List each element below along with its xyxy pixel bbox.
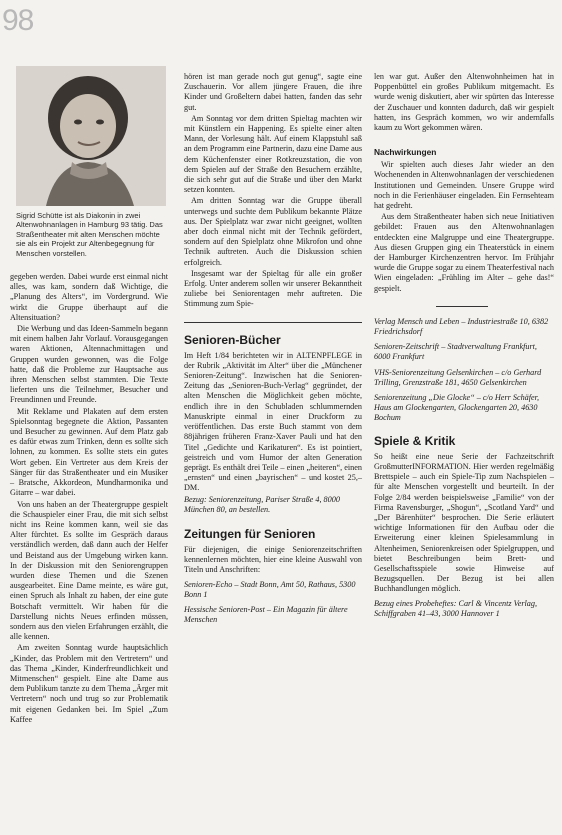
newspaper-entry: Hessische Senioren-Post – Ein Magazin für ältere Menschen bbox=[184, 604, 348, 625]
short-divider bbox=[436, 306, 488, 307]
newspaper-entry: Senioren-Zeitschrift – Stadtverwaltung Frankfurt, 6000 Frankfurt bbox=[374, 342, 537, 362]
body-paragraph: Mit Reklame und Plakaten auf dem ersten Spielsonntag begegnete die Aktion, Passanten und Besucher zu gewinnen. Auf dem Platz gab es dafür etwas zum Trinken, denn es sollte sich lohnen, zu kommen. Es sollte stets ein gutes Wort geben. Ein Vertreter aus dem Kreis der Sänger für das Straßentheater und ein Musiker – Bratsche, Akkordeon, Mundharmonika und Gitarre – war dabei. bbox=[10, 406, 168, 498]
photo-caption: Sigrid Schütte ist als Diakonin in zwei Altenwohnanlagen in Hamburg 93 tätig. Das Straßentheater mit alten Menschen möchte sie als ein Projekt zur Altenbegegnung für Menschen vorstellen. bbox=[16, 211, 163, 258]
section-title-zeitungen: Zeitungen für Senioren bbox=[184, 526, 316, 541]
body-paragraph: Aus dem Straßentheater haben sich neue Initiativen gebildet: Frauen aus den Altenwohnanlagen entdeckten eine Malgruppe und eine Theatergruppe. Aus diesen Gruppen ging ein Theaterstück in einem der Hamburger Kirchenzentren hervor. Im Frühjahr wurde die Gruppe sogar zu einem Theaterfestival nach Wien eingeladen: „Frühling im Alter – gehe das!“ gespielt. bbox=[374, 212, 554, 293]
order-address: Bezug eines Probeheftes: Carl & Vincentz Verlag, Schiffgraben 41–43, 3000 Hannover 1 bbox=[374, 598, 538, 618]
body-paragraph: Für diejenigen, die einige Seniorenzeitschriften kennenlernen möchten, hier eine kleine Auswahl von Titeln und Anschriften: bbox=[184, 544, 362, 575]
body-paragraph: Am Sonntag vor dem dritten Spieltag machten wir mit Künstlern ein Happening. Es spielte einer alten Mann, der Vorlesung hält. Auf einem Klappstuhl saß an dem Programm eine Partnerin, dazu eine Dame aus dem Küchenfenster einer Rotkreuzstation, die von dem Spielen auf der Straße den Besuchern erzählte, die sich sehr gut auf die Straße und über den Markt setzen konnten. bbox=[184, 113, 363, 195]
body-paragraph: Von uns haben an der Theatergruppe gespielt die Schauspieler einer Frau, die mit sich selbst nicht ins Reine kommen kann, weil sie das Alter fürchtet. Es sollte im Gespräch daraus verständlich werden, daß dann auch der Helfer und Beistand aus der Umgebung wirken kann. In der Diskussion mit den Seniorengruppen wurden diese Themen und die Szenen ausgearbeitet. Eine Dame meinte, es wäre gut, einen Spruch als Inhalt zu haben, der eine gute Botschaft vermittelt. Wir haben für die Darstellung nichts Neues erfinden müssen, sondern aus den vielen Erfahrungen erzählt, die alle kennen. bbox=[10, 499, 168, 642]
body-paragraph: Wir spielten auch dieses Jahr wieder an den Wochenenden in Altenwohnanlagen der verschiedenen Institutionen und Gemeinden. Unsere Gruppe wird noch in die Ferienhäuser eingeladen. Ein Fernsehteam hat gedreht. bbox=[374, 160, 554, 211]
newspaper-entry: Seniorenzeitung „Die Glocke“ – c/o Herr Schäfer, Haus am Glockengarten, Glockengarten 20, 4630 Bochum bbox=[374, 393, 540, 423]
newspaper-entry: Senioren-Echo – Stadt Bonn, Amt 50, Rathaus, 5300 Bonn 1 bbox=[184, 579, 356, 599]
body-paragraph: Insgesamt war der Spieltag für alle ein großer Erfolg. Unter anderem sollen wir unserer Bekanntheit zuliebe bei Seniorentagen mehr auftreten. Die Stimmung zum Spie- bbox=[184, 268, 362, 309]
body-paragraph: gegeben werden. Dabei wurde erst einmal nicht alles, was kam, sondern daß Wichtige, die „Planung des Alters“, im Vordergrund. Wie wirkt die Gruppe überhaupt auf die Altensituation? bbox=[10, 272, 168, 322]
column-right bbox=[374, 72, 554, 624]
body-paragraph: Im Heft 1/84 berichteten wir in ALTENPFLEGE in der Rubrik „Aktivität im Alter“ über die „Münchener Senioren-Zeitung“. Inzwischen hat die Senioren-Zeitung das „Senioren-Buch-Verlag“ gegründet, der alten Menschen die Möglichkeit geben möchte, endlich ihre in den Schubladen schlummernden Manuskripte einmal in einer Druckform zu veröffentlichen. Das erste Buch stammt von dem 88jährigen früheren Franz-Xaver Pauli und hat den Titel „Gedichte und Karikaturen“. Es ist pointiert, geistreich und vom Humor der alten Generation geprägt. Es enthält drei Teile – einen „heiteren“, einen „ernsten“ und einen „bayrischen“ – und kostet 25,– DM. bbox=[184, 350, 362, 493]
portrait-photo bbox=[16, 66, 166, 206]
newspaper-entry: VHS-Seniorenzeitung Gelsenkirchen – c/o Gerhard Trilling, Grenzstraße 181, 4650 Gelsenkirchen bbox=[374, 367, 542, 387]
column-middle bbox=[184, 72, 362, 630]
section-divider bbox=[184, 322, 362, 323]
body-paragraph: Die Werbung und das Ideen-Sammeln begann mit einem halben Jahr Vorlauf. Vorausgegangen waren Aktionen, Altennachmittagen und Gruppen wurden gewonnen, was die Folge hatte, daß die Probleme zur Hauptsache aus ihren Menschen selbst stammten. Die Texte lieferten uns die Teilnehmer, Besucher und Freundinnen und Freunde. bbox=[10, 324, 168, 405]
order-address: Bezug: Seniorenzeitung, Pariser Straße 4, 8000 München 80, an bestellen. bbox=[184, 494, 340, 514]
section-title-senioren-buecher: Senioren-Bücher bbox=[184, 332, 281, 347]
body-paragraph: hören ist man gerade noch gut genug“, sagte eine Zuschauerin. Vor allem jüngere Frauen, die ihre Kinder und Großeltern dabei hatten, fanden das sehr gut. bbox=[184, 72, 362, 112]
body-paragraph: len war gut. Außer den Altenwohnheimen hat in Poppenbüttel ein großes Publikum mitgemacht. Es wurde wenig diskutiert, aber wir spürten das Interesse der Zuschauer und konnten dadurch, daß wir gespielt hatten, ins Gespräch kommen, wo wir andernfalls kaum zu Wort gekommen wären. bbox=[374, 72, 554, 133]
newspaper-entry: Verlag Mensch und Leben – Industriestraße 10, 6382 Friedrichsdorf bbox=[374, 316, 549, 337]
subheading-nachwirkungen: Nachwirkungen bbox=[374, 147, 437, 158]
body-paragraph: Am zweiten Sonntag wurde hauptsächlich „Kinder, das Problem mit den Vertretern“ und das Thema „Kinder, Kinderfreundlichkeit und Mitmenschen“ gespielt. Eine alte Dame aus dem Publikum tanzte zu dem Thema „Ärger mit Vertretern“ noch und trug so zur Problematik mit eigenen Gedanken bei. Im Spiel „Zum Kaffee bbox=[10, 643, 168, 724]
portrait-image bbox=[16, 66, 166, 206]
column-left bbox=[10, 66, 168, 726]
page-number: 98 bbox=[2, 4, 34, 37]
body-paragraph: So heißt eine neue Serie der Fachzeitschrift GroßmutterINFORMATION. Hier werden regelmäßig Brettspiele – auch ein Spiele-Tip zum Nachspielen – für alte Menschen vorgestellt und beurteilt. In der Folge 2/84 werden beispielsweise „Familie“ von der Firma Ravensburger, „Shogun“, „Scotland Yard“ und „Der Bärenhüter“ besprochen. Die Serie erläutert wichtige Informationen für den Aufbau oder die Erweiterung einer kleinen Spielesammlung in Altenheimen, Seniorenkreisen oder Spielgruppen, und bietet Beschreibungen beim Brett- und Gesellschaftsspiele sowie Hinweise auf Bezugsquellen. Der Bezug ist bei allen Buchhandlungen möglich. bbox=[374, 451, 554, 594]
body-paragraph: Am dritten Sonntag war die Gruppe überall unterwegs und suchte dem Publikum bekannte Plätze aus. Der Spielplatz war zwar nicht geeignet, wollten aber doch einmal nicht mit der Technik gefördert, sondern auf den Spielplatz ohne Mikrofon und ohne Technik auftreten. Auch die Diskussion schien erfolgreich. bbox=[184, 196, 362, 267]
section-title-spiele-kritik: Spiele & Kritik bbox=[374, 433, 456, 448]
